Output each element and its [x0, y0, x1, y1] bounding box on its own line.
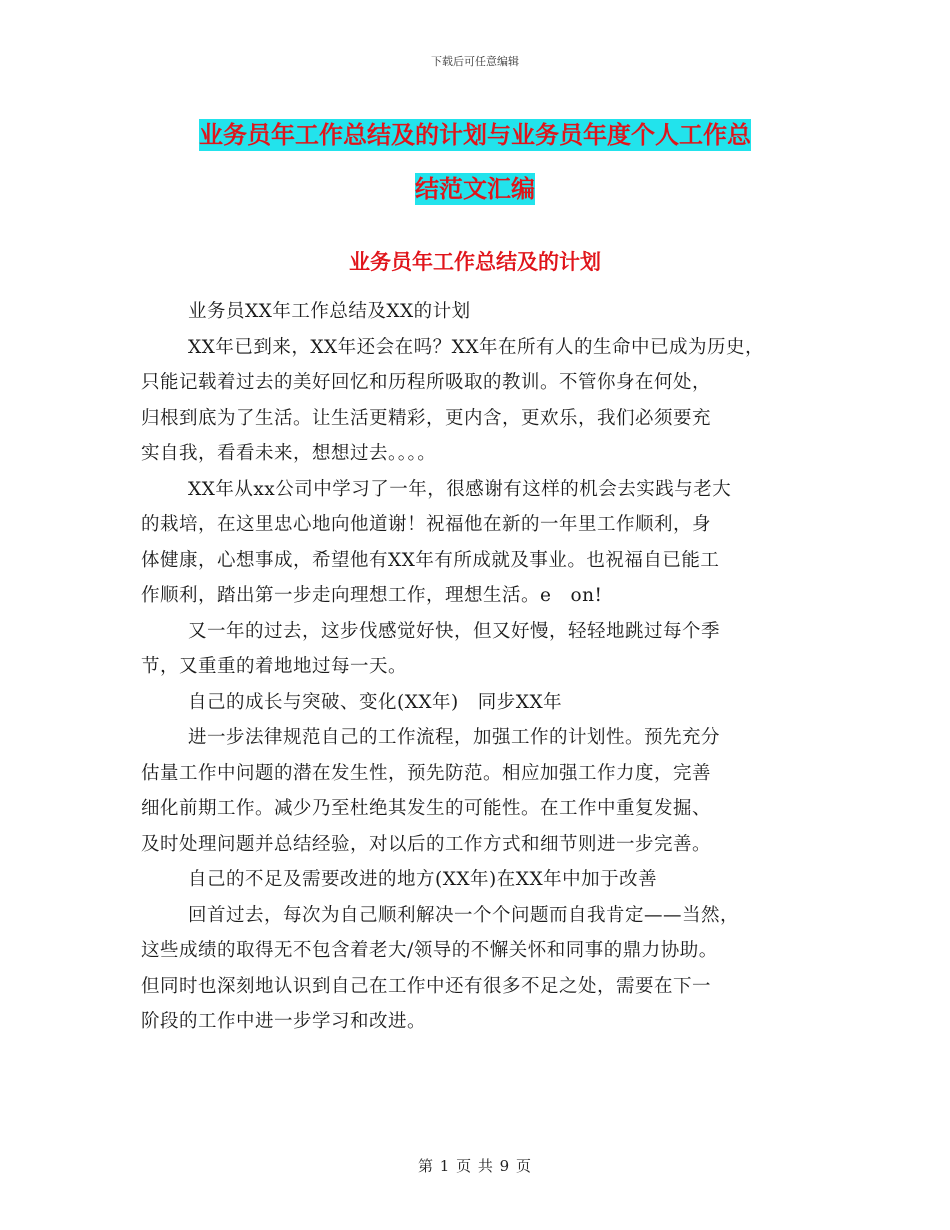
paragraph-line: 自己的不足及需要改进的地方(XX年)在XX年中加于改善: [188, 869, 658, 890]
paragraph-line: 这些成绩的取得无不包含着老大/领导的不懈关怀和同事的鼎力协助。: [141, 940, 718, 961]
paragraph-line: XX年已到来，XX年还会在吗？XX年在所有人的生命中已成为历史，: [188, 336, 765, 358]
paragraph-line: 但同时也深刻地认识到自己在工作中还有很多不足之处，需要在下一: [141, 975, 712, 997]
page-number-footer: 第 1 页 共 9 页: [418, 1157, 532, 1175]
paragraph-line: 自己的成长与突破、变化(XX年) 同步XX年: [188, 691, 563, 713]
paragraph-line: XX年从xx公司中学习了一年，很感谢有这样的机会去实践与老大: [188, 478, 732, 500]
paragraph-line: 的栽培，在这里忠心地向他道谢！祝福他在新的一年里工作顺利，身: [141, 514, 712, 535]
paragraph-line: 只能记载着过去的美好回忆和历程所吸取的教训。不管你身在何处，: [141, 372, 712, 393]
paragraph-line: 节，又重重的着地地过每一天。: [141, 656, 408, 677]
document-body: [141, 294, 811, 1040]
paragraph-line: 体健康，心想事成，希望他有XX年有所成就及事业。也祝福自已能工: [141, 549, 720, 571]
document-title-line-2: 结范文汇编: [415, 175, 535, 203]
header-note: 下载后可任意编辑: [431, 55, 519, 68]
paragraph-line: 又一年的过去，这步伐感觉好快，但又好慢，轻轻地跳过每个季: [188, 620, 721, 642]
paragraph-line: 细化前期工作。减少乃至杜绝其发生的可能性。在工作中重复发掘、: [141, 798, 712, 819]
paragraph-line: 回首过去，每次为自己顺利解决一个个问题而自我肯定——当然，: [188, 904, 740, 926]
paragraph-line: 实自我，看看未来，想想过去。。。。: [141, 443, 437, 464]
section-title: 业务员年工作总结及的计划: [349, 250, 601, 274]
paragraph-line: 作顺利，踏出第一步走向理想工作，理想生活。e on!: [141, 585, 603, 606]
paragraph-line: 业务员XX年工作总结及XX的计划: [188, 301, 471, 322]
paragraph-line: 及时处理问题并总结经验，对以后的工作方式和细节则进一步完善。: [141, 833, 712, 855]
paragraph-line: 归根到底为了生活。让生活更精彩，更内含，更欢乐，我们必须要充: [141, 407, 712, 429]
document-title-line-1: 业务员年工作总结及的计划与业务员年度个人工作总: [199, 121, 751, 149]
paragraph-line: 进一步法律规范自己的工作流程，加强工作的计划性。预先充分: [188, 727, 721, 748]
paragraph-line: 估量工作中问题的潜在发生性，预先防范。相应加强工作力度，完善: [141, 762, 712, 784]
document-title: [0, 108, 950, 216]
paragraph-line: 阶段的工作中进一步学习和改进。: [141, 1011, 427, 1032]
